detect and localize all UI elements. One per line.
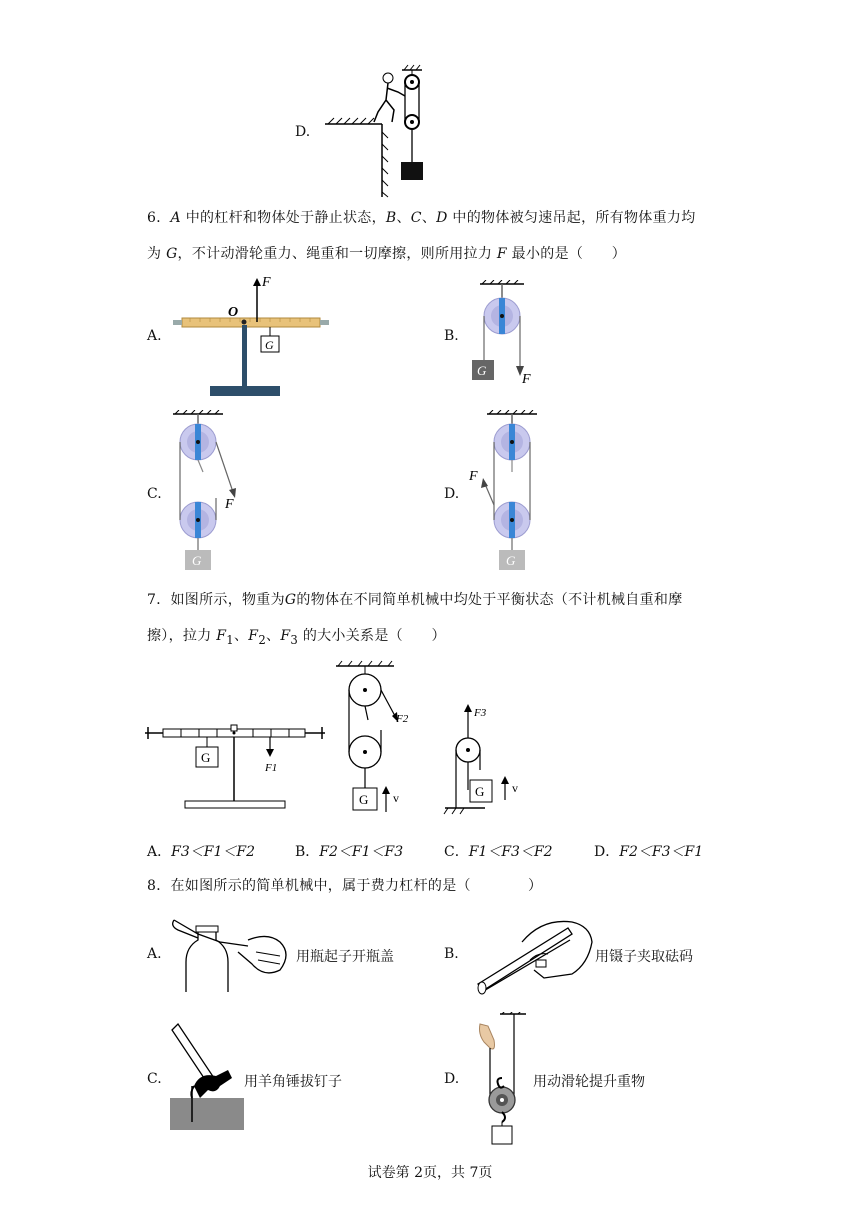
weight-label: G: [201, 750, 211, 765]
option-label: B．: [295, 844, 320, 860]
q7-text: 擦），拉力: [147, 628, 217, 644]
q6-text: 中的杠杆和物体处于静止状态，: [180, 210, 386, 226]
q5-option-d-label: D.: [295, 124, 311, 140]
q6-text: 最小的是（ ）: [506, 246, 627, 262]
option-text: F1＜F3＜F2: [468, 844, 553, 860]
q6-text-c: C: [410, 210, 422, 226]
q6-option-a-label[interactable]: A.: [147, 328, 162, 344]
option-text: F2＜F3＜F1: [619, 844, 704, 860]
weight-label: G: [506, 553, 516, 568]
q8-option-b-label[interactable]: B.: [444, 946, 459, 962]
velocity-label: v: [512, 781, 518, 795]
q8-option-a-label[interactable]: A.: [147, 946, 162, 962]
q8-c-caption: 用羊角锤拔钉子: [244, 1074, 342, 1090]
force-f3-label: F3: [474, 707, 487, 719]
q7-f1: F: [216, 628, 227, 644]
q6-text-b: B: [385, 210, 397, 226]
weight-label: G: [192, 553, 202, 568]
q6-text: 、: [421, 210, 437, 226]
q6-text: 中的物体被匀速吊起，所有物体重力均: [447, 210, 696, 226]
q7-lever-figure: [145, 715, 330, 815]
q7-pulley-block-figure: [330, 660, 425, 820]
q7-text: 的大小关系是（ ）: [298, 628, 446, 644]
q7-option-a[interactable]: [147, 841, 255, 861]
q6-text: 为: [147, 246, 167, 262]
option-label: A．: [147, 844, 172, 860]
q6-option-c-label[interactable]: C.: [147, 486, 162, 502]
q8-option-d-label[interactable]: D.: [444, 1071, 460, 1087]
q8-d-movable-pulley-figure: [470, 1012, 530, 1147]
q7-text: 、: [266, 628, 281, 644]
force-label: F: [225, 497, 234, 512]
force-f1-label: F1: [265, 762, 278, 774]
q5-d-figure: [320, 62, 440, 202]
q6-text-f: F: [496, 246, 507, 262]
q7-option-b[interactable]: [295, 841, 403, 861]
q6-text-d: D: [436, 210, 448, 226]
weight-label: G: [475, 784, 485, 799]
weight-label: G: [265, 338, 274, 352]
force-label: F: [469, 469, 478, 484]
force-label: F: [262, 275, 271, 290]
q6-option-d-label[interactable]: D.: [444, 486, 460, 502]
q7-f1-sub: 1: [226, 632, 234, 647]
force-f2-label: F2: [396, 713, 409, 725]
q7-option-d[interactable]: [594, 841, 703, 861]
q6-d-pulley-system-figure: [465, 410, 565, 575]
q7-text: 、: [233, 628, 249, 644]
q7-movable-pulley-figure: [440, 700, 535, 815]
q8-a-bottle-opener-figure: [168, 912, 298, 997]
q6-c-pulley-system-figure: [165, 410, 265, 575]
q6-option-b-label[interactable]: B.: [444, 328, 459, 344]
q8-b-tweezers-figure: [472, 912, 597, 997]
option-text: F2＜F1＜F3: [319, 844, 404, 860]
q7-f2: F: [248, 628, 259, 644]
q8-question-text: 8．在如图所示的简单机械中，属于费力杠杆的是（ ）: [147, 878, 543, 894]
q6-text-a: A: [170, 210, 181, 226]
velocity-label: v: [393, 791, 399, 805]
option-text: F3＜F1＜F2: [171, 844, 255, 860]
weight-label: G: [359, 792, 369, 807]
q7-option-c[interactable]: [444, 841, 553, 861]
q7-question-text: [147, 582, 727, 658]
force-label: F: [522, 372, 531, 387]
q6-text-g: G: [166, 246, 178, 262]
q6-text: 、: [396, 210, 411, 226]
q8-option-c-label[interactable]: C.: [147, 1071, 162, 1087]
q7-text-g: G: [284, 592, 297, 608]
option-label: D．: [594, 844, 620, 860]
page-footer: 试卷第 2页，共 7页: [367, 1165, 493, 1181]
q8-c-claw-hammer-figure: [168, 1020, 248, 1132]
q8-b-caption: 用镊子夹取砝码: [595, 949, 693, 965]
q7-text: 的物体在不同简单机械中均处于平衡状态（不计机械自重和摩: [296, 592, 683, 608]
option-label: C．: [444, 844, 469, 860]
q7-f2-sub: 2: [258, 632, 267, 647]
fulcrum-label: O: [228, 305, 239, 320]
q6-text: ，不计动滑轮重力、绳重和一切摩擦，则所用拉力: [177, 246, 497, 262]
q6-b-fixed-pulley-figure: [462, 280, 562, 390]
q8-d-caption: 用动滑轮提升重物: [533, 1074, 645, 1090]
q7-text: 7．如图所示，物重为: [147, 592, 285, 608]
q6-a-lever-figure: [170, 270, 330, 400]
q8-a-caption: 用瓶起子开瓶盖: [296, 949, 394, 965]
q6-question-text: [147, 200, 727, 272]
q6-number: 6．: [147, 210, 171, 226]
q7-f3-sub: 3: [290, 632, 299, 647]
weight-label: G: [477, 363, 487, 378]
q7-f3: F: [280, 628, 291, 644]
